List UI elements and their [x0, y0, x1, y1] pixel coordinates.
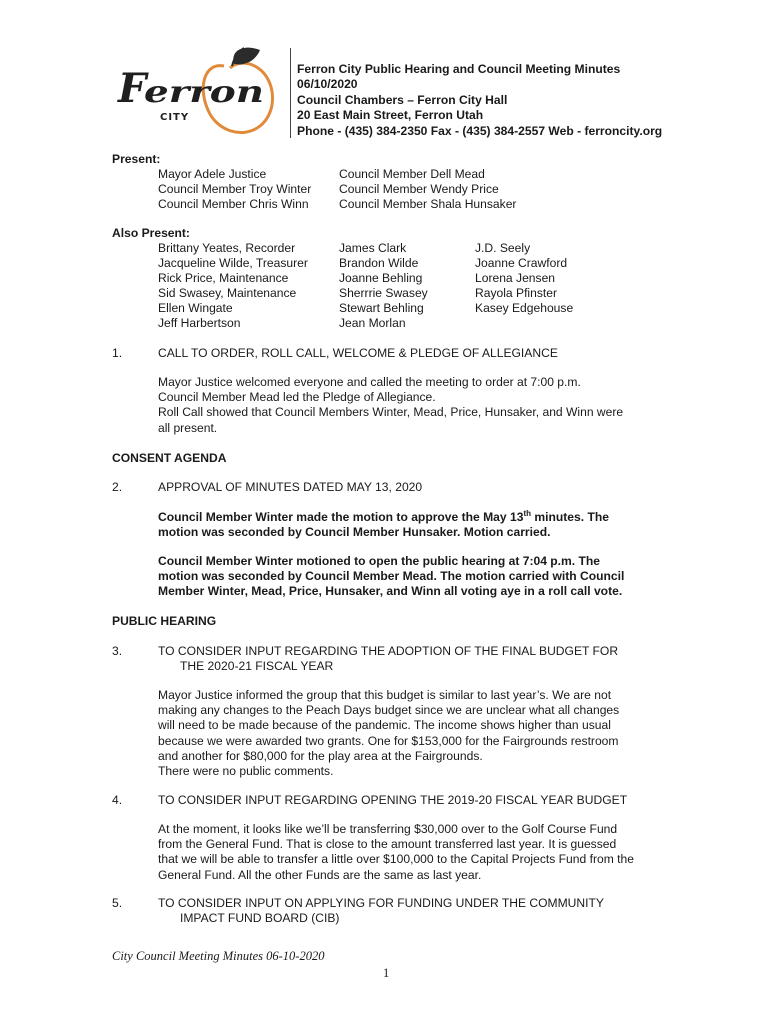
paragraph-line: from the General Fund. That is close to the amount transferred last year. It is guessed: [158, 837, 617, 852]
paragraph-line: all present.: [158, 420, 218, 435]
logo-wordmark: F: [118, 65, 147, 112]
motion-open-hearing: [158, 554, 624, 600]
attendee: Council Member Dell Mead: [339, 167, 485, 181]
attendee: Rayola Pfinster: [475, 285, 558, 300]
attendee: Ellen Wingate: [158, 300, 233, 315]
attendee: Brandon Wilde: [339, 255, 419, 270]
meeting-title: Ferron City Public Hearing and Council Meeting Minutes: [297, 62, 621, 76]
paragraph-line: General Fund. All the other Funds are the same as last year.: [158, 867, 482, 882]
item-title: [158, 896, 604, 926]
page-footer: City Council Meeting Minutes 06-10-2020: [112, 949, 325, 963]
attendee: Jeff Harbertson: [158, 315, 241, 330]
ordinal-suffix: th: [523, 508, 532, 518]
attendee: Council Member Shala Hunsaker: [339, 196, 517, 211]
attendee: Sherrrie Swasey: [339, 285, 428, 300]
attendee: Council Member Wendy Price: [339, 181, 499, 196]
attendee: Jacqueline Wilde, Treasurer: [158, 255, 308, 270]
present-label: Present:: [112, 152, 161, 166]
paragraph-line: because we were awarded two grants. One for $153,000 for the Fairgrounds restroom: [158, 733, 619, 748]
item-title-line: TO CONSIDER INPUT REGARDING THE ADOPTION OF THE FINAL BUDGET FOR: [158, 644, 619, 658]
item-number: 2.: [112, 480, 123, 494]
logo-wordmark-rest: erron: [144, 75, 264, 110]
item-number: 1.: [112, 346, 123, 360]
paragraph-line: At the moment, it looks like we’ll be transferring $30,000 over to the Golf Course Fund: [158, 822, 618, 836]
attendee: Council Member Troy Winter: [158, 181, 312, 196]
paragraph-line: There were no public comments.: [158, 764, 334, 779]
also-present-col1: [158, 241, 308, 330]
paragraph-line: and another for $80,000 for the play area at the Fairgrounds.: [158, 748, 483, 763]
motion-text: minutes. The: [531, 510, 609, 524]
item4-body: [158, 822, 634, 883]
item-number: 3.: [112, 644, 123, 658]
attendee: Stewart Behling: [339, 300, 424, 315]
attendee: Brittany Yeates, Recorder: [158, 241, 296, 255]
attendee: Sid Swasey, Maintenance: [158, 285, 297, 300]
item-title-line: IMPACT FUND BOARD (CIB): [180, 911, 340, 925]
paragraph-line: Roll Call showed that Council Members Winter, Mead, Price, Hunsaker, and Winn were: [158, 405, 624, 420]
item-title-line: THE 2020-21 FISCAL YEAR: [180, 659, 334, 673]
attendee: Jean Morlan: [339, 315, 406, 330]
item1-body: [158, 375, 623, 436]
item-number: 4.: [112, 793, 123, 807]
paragraph-line: Council Member Mead led the Pledge of Allegiance.: [158, 390, 436, 405]
header-divider: [290, 48, 291, 138]
attendee: James Clark: [339, 241, 407, 255]
item-number: 5.: [112, 896, 123, 910]
motion-approve-minutes: [158, 510, 609, 540]
meeting-location: Council Chambers – Ferron City Hall: [297, 92, 508, 107]
also-present-col3: [475, 241, 573, 316]
paragraph-line: that we will be able to transfer a little over $100,000 to the Capital Projects Fund from the: [158, 852, 634, 867]
present-col2: [339, 167, 516, 212]
item-title: TO CONSIDER INPUT REGARDING OPENING THE 2019-20 FISCAL YEAR BUDGET: [158, 793, 628, 807]
attendee: Rick Price, Maintenance: [158, 270, 289, 285]
attendee: Joanne Crawford: [475, 255, 568, 270]
motion-text: Member Winter, Mead, Price, Hunsaker, and Winn all voting aye in a roll call vote.: [158, 584, 623, 599]
present-col1: [158, 167, 311, 212]
motion-text: motion was seconded by Council Member Mead. The motion carried with Council: [158, 569, 625, 584]
attendee: Council Member Chris Winn: [158, 196, 309, 211]
attendee: Kasey Edgehouse: [475, 300, 574, 315]
logo-city: CITY: [160, 112, 190, 123]
item-title: CALL TO ORDER, ROLL CALL, WELCOME & PLEDGE OF ALLEGIANCE: [158, 346, 558, 360]
attendee: Joanne Behling: [339, 270, 423, 285]
attendee: J.D. Seely: [475, 241, 531, 255]
item3-body: [158, 688, 619, 779]
attendee: Lorena Jensen: [475, 270, 556, 285]
also-present-col2: [339, 241, 428, 330]
motion-text: motion was seconded by Council Member Hunsaker. Motion carried.: [158, 525, 551, 540]
item-title: [158, 644, 618, 674]
motion-text: Council Member Winter motioned to open the public hearing at 7:04 p.m. The: [158, 554, 601, 568]
motion-text: Council Member Winter made the motion to approve the May 13: [158, 510, 524, 524]
meeting-date: 06/10/2020: [297, 77, 358, 92]
paragraph-line: making any changes to the Peach Days budget since we are unclear what all changes: [158, 703, 620, 718]
ferron-city-logo: [112, 44, 282, 140]
paragraph-line: Mayor Justice welcomed everyone and called the meeting to order at 7:00 p.m.: [158, 375, 581, 389]
meeting-address: 20 East Main Street, Ferron Utah: [297, 108, 484, 123]
section-heading: PUBLIC HEARING: [112, 614, 217, 628]
paragraph-line: will need to be made because of the pandemic. The income shows higher than usual: [158, 718, 611, 733]
page-number: 1: [383, 966, 390, 980]
section-heading: CONSENT AGENDA: [112, 451, 227, 465]
meeting-contact: Phone - (435) 384-2350 Fax - (435) 384-2557 Web - ferroncity.org: [297, 123, 663, 138]
item-title-line: TO CONSIDER INPUT ON APPLYING FOR FUNDING UNDER THE COMMUNITY: [158, 896, 604, 910]
meeting-header: [297, 62, 662, 139]
attendee: Mayor Adele Justice: [158, 167, 267, 181]
item-title: APPROVAL OF MINUTES DATED MAY 13, 2020: [158, 480, 423, 494]
also-present-label: Also Present:: [112, 226, 190, 240]
paragraph-line: Mayor Justice informed the group that this budget is similar to last year’s. We are not: [158, 688, 612, 702]
